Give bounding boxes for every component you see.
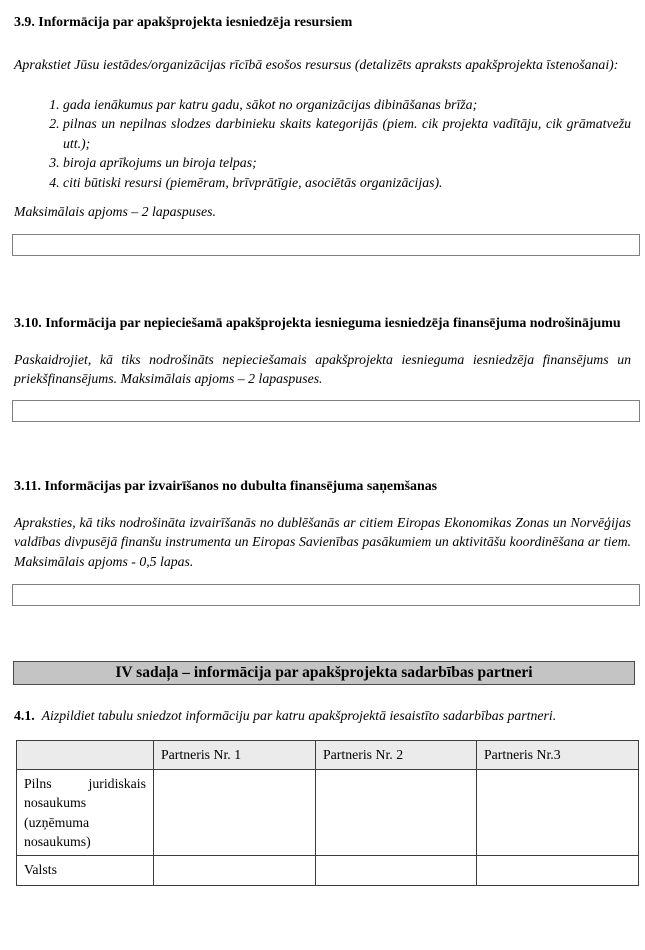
item-4-1-number: 4.1. [14, 708, 35, 723]
section-3-9-max-length-note: Maksimālais apjoms – 2 lapaspuses. [14, 204, 216, 219]
table-header-cell-partner-3: Partneris Nr.3 [477, 740, 639, 769]
legal-name-partner-1-cell[interactable] [154, 769, 316, 855]
table-header-cell-empty [17, 740, 154, 769]
table-row-country [17, 855, 639, 885]
table-row-legal-name [17, 769, 639, 855]
list-item: 1. gada ienākumus par katru gadu, sākot no organizācijas dibināšanas brīža; [63, 95, 631, 115]
section-3-10-intro: Paskaidrojiet, kā tiks nodrošināts nepieciešamais apakšprojekta iesnieguma iesniedzēja finansējums un priekšfinansējums. Maksimālais apjoms – 2 lapaspuses. [14, 351, 631, 386]
resource-list [14, 95, 631, 193]
table-header-cell-partner-1: Partneris Nr. 1 [154, 740, 316, 769]
country-partner-1-cell[interactable] [154, 855, 316, 885]
legal-name-partner-3-cell[interactable] [477, 769, 639, 855]
table-header-row [17, 740, 639, 769]
list-item: 3. biroja aprīkojums un biroja telpas; [63, 153, 631, 173]
item-4-1-text: Aizpildiet tabulu sniedzot informāciju par katru apakšprojektā iesaistīto sadarbības partneri. [41, 708, 557, 723]
section-3-9-intro: Aprakstiet Jūsu iestādes/organizācijas rīcībā esošos resursus (detalizēts apraksts apakšprojekta īstenošanai): [14, 57, 619, 72]
partners-table [16, 740, 639, 886]
section-3-10-input-field[interactable] [12, 400, 640, 422]
section-3-10-heading: 3.10. Informācija par nepieciešamā apakšprojekta iesnieguma iesniedzēja finansējuma nodrošinājumu [14, 315, 621, 331]
country-partner-2-cell[interactable] [316, 855, 477, 885]
row-label-country: Valsts [17, 855, 154, 885]
section-3-9-input-field[interactable] [12, 234, 640, 256]
row-label-legal-name: Pilns juridiskais nosaukums (uzņēmuma nosaukums) [17, 769, 154, 855]
section-4-banner: IV sadaļa – informācija par apakšprojekta sadarbības partneri [13, 661, 635, 685]
item-4-1-paragraph [14, 706, 631, 726]
list-item: 4. citi būtiski resursi (piemēram, brīvprātīgie, asociētās organizācijas). [63, 173, 631, 193]
section-3-9-heading: 3.9. Informācija par apakšprojekta iesniedzēja resursiem [14, 15, 353, 30]
list-item: 2. pilnas un nepilnas slodzes darbinieku skaits kategorijās (piem. cik projekta vadītāju, cik grāmatvežu utt.); [63, 114, 631, 153]
section-3-11-heading: 3.11. Informācijas par izvairīšanos no dubulta finansējuma saņemšanas [14, 478, 438, 494]
section-3-11-input-field[interactable] [12, 584, 640, 606]
country-partner-3-cell[interactable] [477, 855, 639, 885]
legal-name-partner-2-cell[interactable] [316, 769, 477, 855]
section-3-11-intro: Apraksties, kā tiks nodrošināta izvairīšanās no dublēšanās ar citiem Eiropas Ekonomikas Zonas un Norvēģijas valdības divpusējā finanšu instrumenta un Eiropas Savienības pasākumiem un aktivitāšu koordinēšana ar tiem. Maksimālais apjoms - 0,5 lapas. [14, 514, 631, 569]
table-header-cell-partner-2: Partneris Nr. 2 [316, 740, 477, 769]
